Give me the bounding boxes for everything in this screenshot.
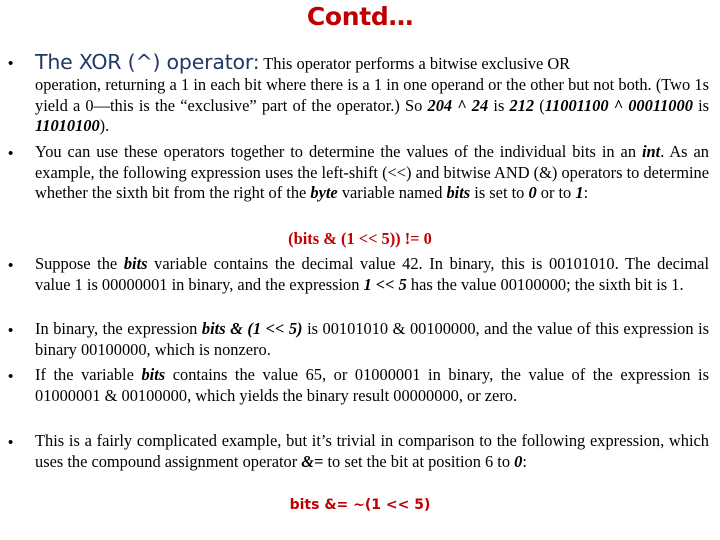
bullet-6: • xyxy=(8,434,14,451)
item-1-first-line xyxy=(35,52,709,75)
bullet-2: • xyxy=(8,145,14,162)
slide-title: Contd… xyxy=(306,2,414,31)
expression-clear-bit: bits &= ~(1 << 5) xyxy=(289,497,431,513)
item-1-text: operation, returning a 1 in each bit where there is a 1 in one operand or the other but not both. (Two 1s yield a 0—this is the “exclusive” part of the operator.) So 204 ^ 24 is 212 (11001100 ^ 00011000 is 11010100). xyxy=(35,75,710,135)
item-2-text: You can use these operators together to determine the values of the individual bits in an int. As an example, the following expression uses the left-shift (<<) and bitwise AND (&) operators to determine whether the sixth bit from the right of the byte variable named bits is set to 0 or to 1: xyxy=(35,142,709,202)
bullet-1: • xyxy=(8,55,14,72)
bullet-4: • xyxy=(8,322,14,339)
item-3-text: Suppose the bits variable contains the decimal value 42. In binary, this is 00101010. The decimal value 1 is 00000001 in binary, and the expression 1 << 5 has the value 00100000; the sixth bit is 1. xyxy=(35,254,710,294)
xor-lead-tail: This operator performs a bitwise exclusive OR xyxy=(263,54,571,73)
item-5-text: If the variable bits contains the value 65, or 01000001 in binary, the value of the expression is 01000001 & 00100000, which yields the binary result 00000000, or zero. xyxy=(35,365,709,405)
expression-check-bit: (bits & (1 << 5)) != 0 xyxy=(288,229,432,248)
bullet-5: • xyxy=(8,368,14,385)
bullet-3: • xyxy=(8,257,14,274)
xor-lead-label: The XOR (^) operator: xyxy=(35,50,260,74)
item-4-text: In binary, the expression bits & (1 << 5) is 00101010 & 00100000, and the value of this expression is binary 00100000, which is nonzero. xyxy=(35,319,710,359)
item-6-text: This is a fairly complicated example, but it’s trivial in comparison to the following expression, which uses the compound assignment operator &= to set the bit at position 6 to 0: xyxy=(35,431,709,471)
